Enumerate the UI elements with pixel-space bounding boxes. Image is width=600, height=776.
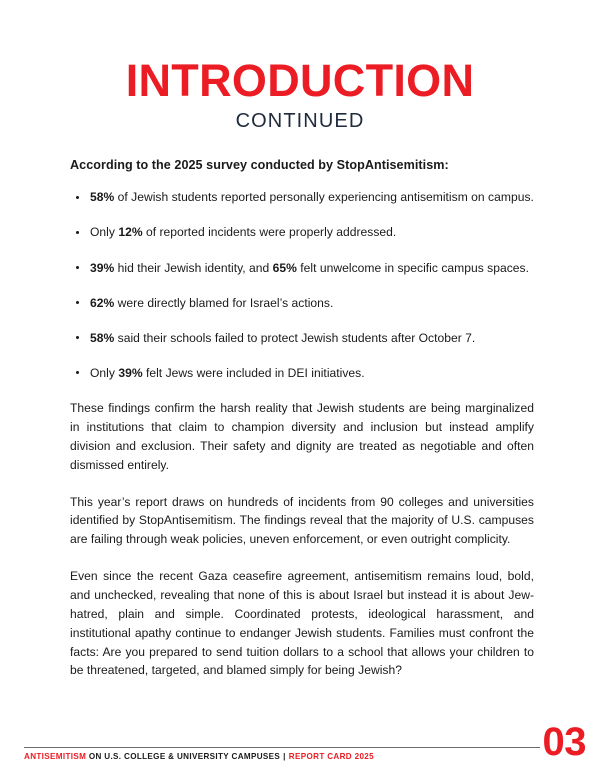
paragraph-container bbox=[70, 399, 534, 680]
statistic-text: Only bbox=[90, 365, 119, 380]
statistic-text: felt Jews were included in DEI initiatives. bbox=[142, 365, 365, 380]
title-block bbox=[0, 55, 600, 132]
list-item bbox=[70, 364, 534, 382]
body-paragraph: Even since the recent Gaza ceasefire agreement, antisemitism remains loud, bold, and unchecked, revealing that none of this is about Israel but instead it is about Jew-hatred, plain and simple. Coordinated protests, ideological harassment, and institutional apathy continue to endanger Jewish students. Families must confront the facts: Are you prepared to send tuition dollars to a school that allows your children to be threatened, targeted, and blamed simply for being Jewish? bbox=[70, 569, 534, 678]
footer-caption bbox=[24, 752, 374, 762]
statistic-value: 12% bbox=[118, 225, 143, 240]
statistic-value: 58% bbox=[90, 190, 115, 205]
footer-divider bbox=[24, 747, 540, 748]
statistic-value: 39% bbox=[90, 260, 115, 275]
list-item bbox=[70, 223, 534, 241]
statistic-text: were directly blamed for Israel’s actions. bbox=[114, 295, 334, 310]
statistic-text: Only bbox=[90, 225, 119, 240]
footer-campuses-label: ON U.S. COLLEGE & UNIVERSITY CAMPUSES bbox=[88, 752, 281, 761]
lead-heading: According to the 2025 survey conducted by StopAntisemitism: bbox=[70, 158, 449, 172]
statistic-text: said their schools failed to protect Jewish students after October 7. bbox=[114, 330, 476, 345]
list-item bbox=[70, 259, 534, 277]
statistic-text: of Jewish students reported personally experiencing antisemitism on campus. bbox=[114, 190, 534, 205]
statistic-text: of reported incidents were properly addressed. bbox=[142, 225, 397, 240]
footer-separator: | bbox=[283, 752, 286, 761]
statistics-bullet-list bbox=[70, 188, 534, 382]
page-title: INTRODUCTION bbox=[125, 55, 475, 106]
footer-organization: ANTISEMITISM bbox=[24, 752, 87, 761]
statistic-value: 65% bbox=[272, 260, 297, 275]
footer-report-label: REPORT CARD 2025 bbox=[288, 752, 375, 761]
page-subtitle: CONTINUED bbox=[235, 109, 365, 132]
list-item bbox=[70, 329, 534, 347]
body-paragraph: This year’s report draws on hundreds of incidents from 90 colleges and universities identified by StopAntisemitism. The findings reveal that the majority of U.S. campuses are failing through weak policies, uneven enforcement, or even outright complicity. bbox=[70, 494, 534, 547]
list-item bbox=[70, 188, 534, 206]
page-number: 03 bbox=[542, 720, 586, 764]
statistic-text: felt unwelcome in specific campus spaces. bbox=[296, 260, 529, 275]
statistic-value: 58% bbox=[90, 330, 115, 345]
statistic-text: hid their Jewish identity, and bbox=[114, 260, 273, 275]
statistic-value: 62% bbox=[90, 295, 115, 310]
body-paragraph: These findings confirm the harsh reality that Jewish students are being marginalized in institutions that claim to champion diversity and inclusion but instead amplify division and exclusion. Their safety and dignity are treated as negotiable and often dismissed entirely. bbox=[70, 401, 534, 472]
document-body bbox=[70, 156, 534, 680]
page-footer bbox=[0, 720, 600, 776]
statistic-value: 39% bbox=[118, 365, 143, 380]
list-item bbox=[70, 294, 534, 312]
